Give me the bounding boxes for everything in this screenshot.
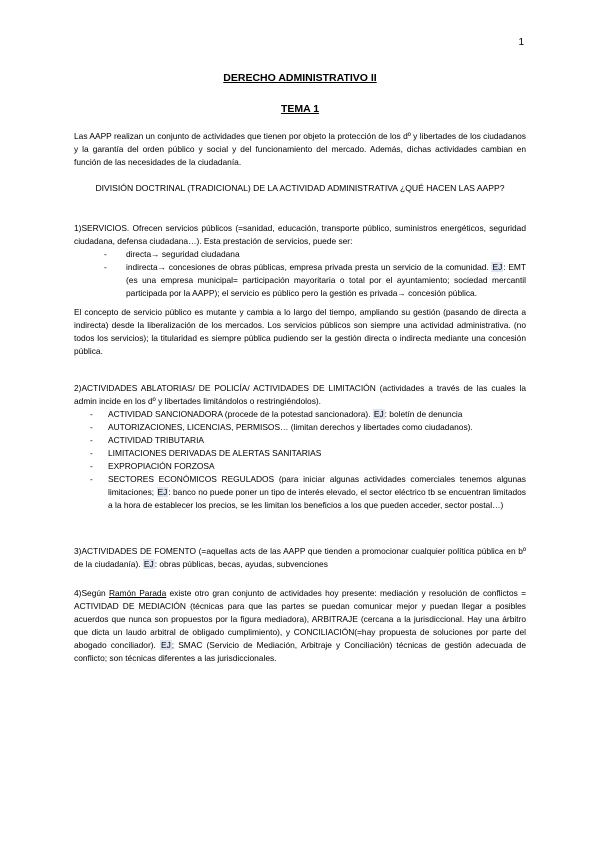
list-item	[126, 261, 526, 300]
ej-highlight: EJ	[492, 262, 503, 272]
list-item	[108, 460, 526, 473]
ablatorias-item-limitaciones: LIMITACIONES DERIVADAS DE ALERTAS SANITARIAS	[108, 448, 322, 458]
servicios-item-directa: directa→ seguridad ciudadana	[126, 249, 240, 259]
ablatorias-item-sectores-ej: : banco no puede poner un tipo de interés elevado, el sector eléctrico tb se encuentran limitados a la hora de establecer los precios, se les limitan los beneficios a los que pueden acceder, sector postal…)	[108, 487, 526, 510]
servicios-list	[126, 248, 526, 300]
section-mediacion	[74, 587, 526, 665]
servicio-publico-paragraph: El concepto de servicio público es mutante y cambia a lo largo del tiempo, ampliando su gestión (pasando de directa a indirecta) desde la liberalización de los mercados. Los servicios públicos son siempre una actividad administrativa. (no todos los servicios); la titularidad es siempre pública pudiendo ser la gestión directa o indirecta mediante una concesión pública.	[74, 307, 526, 356]
ablatorias-item-sancionadora: ACTIVIDAD SANCIONADORA (procede de la potestad sancionadora).	[108, 409, 371, 419]
author-name: Ramón Parada	[108, 588, 167, 598]
mediacion-lead: 4)Según	[74, 588, 106, 598]
document-subtitle: TEMA 1	[280, 103, 320, 115]
intro-text: Las AAPP realizan un conjunto de actividades que tienen por objeto la protección de los dº y libertades de los ciudadanos y la garantía del orden público y social y del funcionamiento del mercado. Además, dichas actividades cambian en función de las necesidades de la ciudadanía.	[74, 131, 526, 167]
ablatorias-item-autorizaciones: AUTORIZACIONES, LICENCIAS, PERMISOS… (limitan derechos y libertades como ciudadanos).	[108, 422, 473, 432]
section-fomento	[74, 545, 526, 571]
ej-highlight: EJ	[143, 559, 154, 569]
ablatorias-item-sectores: SECTORES ECONÓMICOS REGULADOS (para iniciar algunas actividades comerciales tenemos algunas limitaciones;	[108, 474, 526, 497]
mediacion-body: existe otro gran conjunto de actividades hoy presente: mediación y resolución de conflictos = ACTIVIDAD DE MEDIACIÓN (técnicas para que las partes se puedan comunicar mejor y puedan llegar a posibles acuerdos que nunca son propuestos por la figura mediadora), ARBITRAJE (cercana a la jurisdiccional. Hay una árbitro que dicta un laudo arbitral de obligado cumplimiento), y CONCILIACIÓN(=hay propuesta de soluciones por parte del abogado conciliador).	[74, 588, 527, 650]
page-number: 1	[518, 37, 524, 48]
ablatorias-item-expropiacion: EXPROPIACIÓN FORZOSA	[108, 461, 215, 471]
servicios-item-ej-text: : EMT (es una empresa municipal= participación mayoritaria o total por el ayuntamiento; sociedad mercantil participada por la AAPP); el servicio es público pero la gestión es privada→ concesión pública.	[126, 262, 526, 298]
ej-highlight: EJ	[157, 487, 168, 497]
mediacion-text	[74, 587, 526, 665]
ablatorias-list	[108, 408, 526, 512]
servicios-item-indirecta: indirecta→ concesiones de obras públicas, empresa privada presta un servicio de la comunidad.	[126, 262, 489, 272]
servicios-intro: 1)SERVICIOS. Ofrecen servicios públicos (=sanidad, educación, transporte público, suministros energéticos, seguridad ciudadana, defensa ciudadana…). Esta prestación de servicios, puede ser:	[74, 223, 526, 246]
list-item	[108, 408, 526, 421]
document-title: DERECHO ADMINISTRATIVO II	[223, 72, 377, 84]
section-servicios	[74, 222, 526, 358]
intro-paragraph	[74, 130, 526, 169]
section-ablatorias	[74, 382, 526, 512]
division-heading: DIVISIÓN DOCTRINAL (TRADICIONAL) DE LA ACTIVIDAD ADMINISTRATIVA ¿QUÉ HACEN LAS AAPP?	[95, 183, 505, 193]
fomento-text	[74, 545, 526, 571]
list-item	[108, 434, 526, 447]
ablatorias-item-tributaria: ACTIVIDAD TRIBUTARIA	[108, 435, 205, 445]
ablatorias-intro: 2)ACTIVIDADES ABLATORIAS/ DE POLICÍA/ ACTIVIDADES DE LIMITACIÓN (actividades a través de las cuales la admin incide en los dº y libertades limitándolos o restringiéndolos).	[74, 383, 526, 406]
list-item	[108, 473, 526, 512]
fomento-examples: : obras públicas, becas, ayudas, subvenciones	[154, 559, 328, 569]
mediacion-examples: ; SMAC (Servicio de Mediación, Arbitraje y Conciliación) técnicas de gestión adecuada de conflicto; son técnicas diferentes a las jurisdiccionales.	[74, 640, 526, 663]
ablatorias-item-sancionadora-ej: : boletín de denuncia	[384, 409, 463, 419]
list-item	[108, 447, 526, 460]
list-item	[126, 248, 526, 261]
ej-highlight: EJ	[373, 409, 384, 419]
fomento-description: 3)ACTIVIDADES DE FOMENTO (=aquellas acts de las AAPP que tienden a promocionar cualquier política pública en bº de la ciudadanía).	[74, 546, 526, 569]
ej-highlight: EJ	[160, 640, 171, 650]
list-item	[108, 421, 526, 434]
